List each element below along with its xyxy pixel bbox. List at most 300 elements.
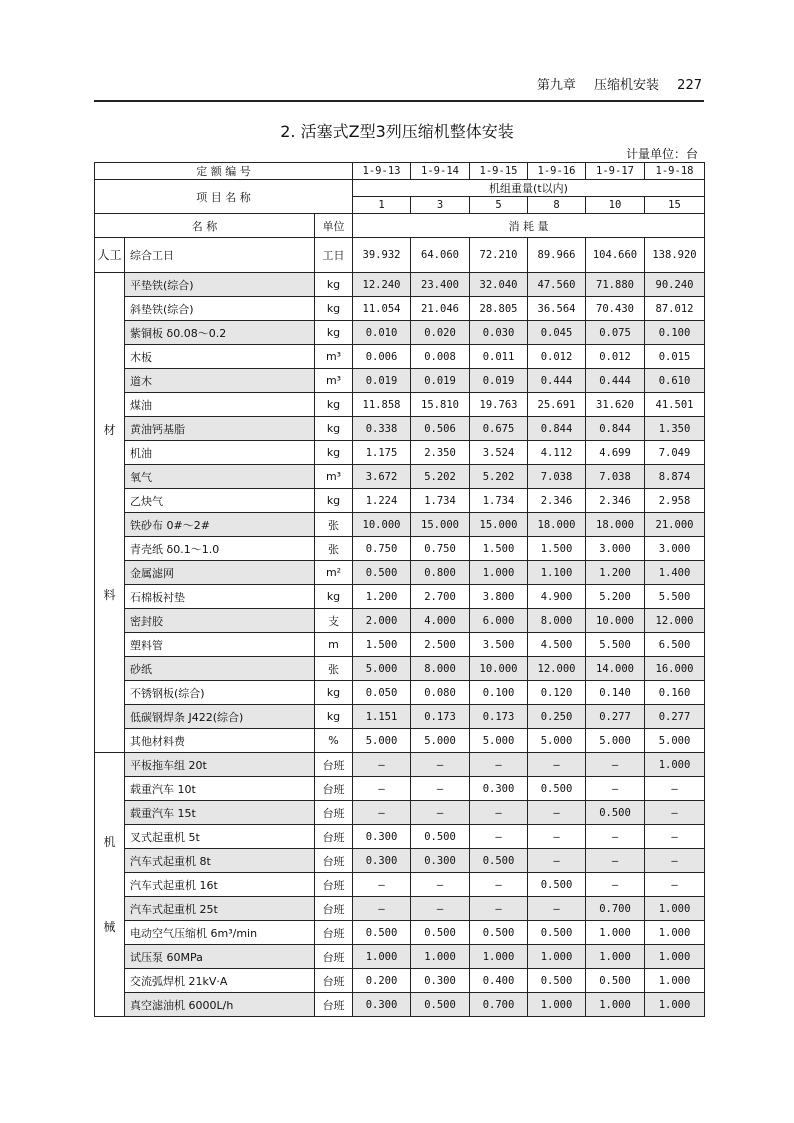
material-value: 12.240 bbox=[353, 273, 411, 297]
machinery-value: 0.500 bbox=[353, 921, 411, 945]
quota-code: 1-9-14 bbox=[411, 163, 470, 180]
machinery-name: 汽车式起重机 16t bbox=[125, 873, 315, 897]
material-row bbox=[95, 369, 705, 393]
weight-value: 3 bbox=[411, 197, 470, 214]
material-value: 6.000 bbox=[470, 609, 528, 633]
material-value: 32.040 bbox=[470, 273, 528, 297]
material-value: 3.000 bbox=[586, 537, 645, 561]
material-value: 1.100 bbox=[528, 561, 586, 585]
material-unit: kg bbox=[315, 393, 353, 417]
material-value: 5.500 bbox=[645, 585, 705, 609]
material-value: 0.844 bbox=[586, 417, 645, 441]
labor-item-unit: 工日 bbox=[315, 238, 353, 273]
material-row bbox=[95, 705, 705, 729]
material-name: 煤油 bbox=[125, 393, 315, 417]
chapter-label: 第九章 bbox=[536, 78, 576, 93]
page-title: 2. 活塞式Z型3列压缩机整体安装 bbox=[280, 122, 514, 141]
labor-value: 72.210 bbox=[470, 238, 528, 273]
material-value: 71.880 bbox=[586, 273, 645, 297]
quota-code-row bbox=[95, 163, 705, 180]
material-unit: kg bbox=[315, 297, 353, 321]
page-number: 227 bbox=[677, 78, 702, 93]
material-value: 21.046 bbox=[411, 297, 470, 321]
machinery-row bbox=[95, 969, 705, 993]
machinery-value: — bbox=[411, 777, 470, 801]
machinery-value: 0.500 bbox=[411, 825, 470, 849]
labor-value: 138.920 bbox=[645, 238, 705, 273]
material-value: 28.805 bbox=[470, 297, 528, 321]
material-value: 18.000 bbox=[586, 513, 645, 537]
material-value: 3.000 bbox=[645, 537, 705, 561]
machinery-unit: 台班 bbox=[315, 849, 353, 873]
material-value: 1.500 bbox=[470, 537, 528, 561]
material-unit: m³ bbox=[315, 465, 353, 489]
machinery-value: 0.300 bbox=[353, 849, 411, 873]
machinery-value: 0.300 bbox=[411, 849, 470, 873]
machinery-value: 1.000 bbox=[586, 945, 645, 969]
material-unit: m bbox=[315, 633, 353, 657]
material-name: 密封胶 bbox=[125, 609, 315, 633]
machinery-value: 0.400 bbox=[470, 969, 528, 993]
material-unit: kg bbox=[315, 489, 353, 513]
machinery-row bbox=[95, 945, 705, 969]
quota-code: 1-9-15 bbox=[470, 163, 528, 180]
machinery-row bbox=[95, 777, 705, 801]
machinery-value: — bbox=[645, 777, 705, 801]
material-unit: 张 bbox=[315, 657, 353, 681]
material-value: 0.173 bbox=[470, 705, 528, 729]
material-row bbox=[95, 585, 705, 609]
material-name: 斜垫铁(综合) bbox=[125, 297, 315, 321]
machinery-name: 汽车式起重机 25t bbox=[125, 897, 315, 921]
machinery-value: 0.500 bbox=[586, 969, 645, 993]
material-name: 金属滤网 bbox=[125, 561, 315, 585]
material-name: 砂纸 bbox=[125, 657, 315, 681]
material-value: 36.564 bbox=[528, 297, 586, 321]
material-row bbox=[95, 273, 705, 297]
material-row bbox=[95, 321, 705, 345]
material-value: 18.000 bbox=[528, 513, 586, 537]
material-value: 0.120 bbox=[528, 681, 586, 705]
labor-value: 89.966 bbox=[528, 238, 586, 273]
material-value: 10.000 bbox=[470, 657, 528, 681]
material-value: 0.100 bbox=[470, 681, 528, 705]
material-row bbox=[95, 345, 705, 369]
material-value: 0.506 bbox=[411, 417, 470, 441]
machinery-row bbox=[95, 753, 705, 777]
material-category-label-top: 材 bbox=[103, 423, 116, 438]
material-unit: m³ bbox=[315, 369, 353, 393]
material-unit: kg bbox=[315, 441, 353, 465]
material-value: 1.400 bbox=[645, 561, 705, 585]
machinery-value: — bbox=[353, 897, 411, 921]
quota-code: 1-9-16 bbox=[528, 163, 586, 180]
material-value: 8.874 bbox=[645, 465, 705, 489]
weight-header-row bbox=[95, 180, 705, 197]
machinery-value: — bbox=[353, 801, 411, 825]
machinery-name: 电动空气压缩机 6m³/min bbox=[125, 921, 315, 945]
machinery-value: — bbox=[586, 753, 645, 777]
machinery-value: — bbox=[645, 825, 705, 849]
material-value: 0.277 bbox=[586, 705, 645, 729]
material-value: 11.858 bbox=[353, 393, 411, 417]
machinery-unit: 台班 bbox=[315, 993, 353, 1017]
machinery-unit: 台班 bbox=[315, 945, 353, 969]
material-value: 0.010 bbox=[353, 321, 411, 345]
material-value: 4.112 bbox=[528, 441, 586, 465]
material-value: 10.000 bbox=[353, 513, 411, 537]
material-value: 0.160 bbox=[645, 681, 705, 705]
machinery-value: — bbox=[528, 825, 586, 849]
machinery-value: — bbox=[470, 825, 528, 849]
machinery-value: 0.500 bbox=[528, 777, 586, 801]
material-value: 1.350 bbox=[645, 417, 705, 441]
machinery-value: 1.000 bbox=[645, 921, 705, 945]
machinery-unit: 台班 bbox=[315, 969, 353, 993]
material-row bbox=[95, 657, 705, 681]
material-value: 0.444 bbox=[586, 369, 645, 393]
machinery-value: — bbox=[528, 753, 586, 777]
material-value: 0.277 bbox=[645, 705, 705, 729]
material-value: 0.675 bbox=[470, 417, 528, 441]
material-name: 低碳钢焊条 J422(综合) bbox=[125, 705, 315, 729]
material-value: 87.012 bbox=[645, 297, 705, 321]
material-value: 2.346 bbox=[586, 489, 645, 513]
consumption-column-header: 消 耗 量 bbox=[353, 214, 705, 238]
machinery-value: — bbox=[586, 825, 645, 849]
machinery-value: — bbox=[353, 777, 411, 801]
machinery-value: 0.300 bbox=[353, 993, 411, 1017]
machinery-value: 1.000 bbox=[528, 945, 586, 969]
column-header-row bbox=[95, 214, 705, 238]
material-name: 青壳纸 δ0.1～1.0 bbox=[125, 537, 315, 561]
material-value: 2.346 bbox=[528, 489, 586, 513]
machinery-category-label-bottom: 械 bbox=[103, 919, 116, 934]
material-value: 0.015 bbox=[645, 345, 705, 369]
material-value: 1.734 bbox=[470, 489, 528, 513]
material-value: 5.000 bbox=[411, 729, 470, 753]
material-name: 塑料管 bbox=[125, 633, 315, 657]
material-value: 5.000 bbox=[645, 729, 705, 753]
material-value: 4.000 bbox=[411, 609, 470, 633]
machinery-value: — bbox=[470, 753, 528, 777]
material-category-label-bottom: 料 bbox=[103, 587, 116, 602]
machinery-value: — bbox=[353, 873, 411, 897]
material-value: 2.700 bbox=[411, 585, 470, 609]
machinery-value: — bbox=[586, 777, 645, 801]
material-value: 2.000 bbox=[353, 609, 411, 633]
material-unit: % bbox=[315, 729, 353, 753]
machinery-row bbox=[95, 825, 705, 849]
material-row bbox=[95, 729, 705, 753]
material-unit: kg bbox=[315, 705, 353, 729]
material-name: 乙炔气 bbox=[125, 489, 315, 513]
machinery-value: — bbox=[528, 897, 586, 921]
machinery-unit: 台班 bbox=[315, 801, 353, 825]
material-row bbox=[95, 441, 705, 465]
material-value: 3.524 bbox=[470, 441, 528, 465]
material-value: 0.012 bbox=[586, 345, 645, 369]
weight-value: 8 bbox=[528, 197, 586, 214]
machinery-value: 0.500 bbox=[528, 921, 586, 945]
machinery-unit: 台班 bbox=[315, 777, 353, 801]
material-value: 0.011 bbox=[470, 345, 528, 369]
machinery-value: — bbox=[645, 849, 705, 873]
machinery-value: 1.000 bbox=[645, 969, 705, 993]
material-value: 5.000 bbox=[528, 729, 586, 753]
machinery-value: 1.000 bbox=[645, 945, 705, 969]
machinery-value: 0.300 bbox=[411, 969, 470, 993]
quota-code: 1-9-18 bbox=[645, 163, 705, 180]
quota-code: 1-9-13 bbox=[353, 163, 411, 180]
machinery-row bbox=[95, 921, 705, 945]
material-value: 1.500 bbox=[353, 633, 411, 657]
machinery-row bbox=[95, 849, 705, 873]
material-value: 0.020 bbox=[411, 321, 470, 345]
machinery-row bbox=[95, 873, 705, 897]
quota-code-label: 定 额 编 号 bbox=[95, 163, 353, 180]
material-unit: m² bbox=[315, 561, 353, 585]
machinery-unit: 台班 bbox=[315, 921, 353, 945]
material-value: 5.202 bbox=[470, 465, 528, 489]
material-row bbox=[95, 489, 705, 513]
machinery-unit: 台班 bbox=[315, 897, 353, 921]
material-name: 平垫铁(综合) bbox=[125, 273, 315, 297]
material-value: 8.000 bbox=[411, 657, 470, 681]
material-row bbox=[95, 393, 705, 417]
machinery-value: — bbox=[470, 801, 528, 825]
machinery-name: 交流弧焊机 21kV·A bbox=[125, 969, 315, 993]
machinery-row bbox=[95, 897, 705, 921]
material-value: 11.054 bbox=[353, 297, 411, 321]
unit-column-header: 单位 bbox=[315, 214, 353, 238]
material-value: 0.500 bbox=[353, 561, 411, 585]
machinery-value: 0.500 bbox=[528, 873, 586, 897]
machinery-value: 0.300 bbox=[353, 825, 411, 849]
machinery-unit: 台班 bbox=[315, 753, 353, 777]
material-value: 19.763 bbox=[470, 393, 528, 417]
material-value: 10.000 bbox=[586, 609, 645, 633]
machinery-value: — bbox=[586, 849, 645, 873]
material-unit: kg bbox=[315, 273, 353, 297]
material-name: 石棉板衬垫 bbox=[125, 585, 315, 609]
material-value: 15.810 bbox=[411, 393, 470, 417]
material-value: 47.560 bbox=[528, 273, 586, 297]
machinery-value: — bbox=[411, 873, 470, 897]
machinery-value: — bbox=[411, 801, 470, 825]
item-name-label: 项 目 名 称 bbox=[95, 180, 353, 214]
material-value: 3.672 bbox=[353, 465, 411, 489]
machinery-value: — bbox=[528, 849, 586, 873]
material-value: 0.019 bbox=[411, 369, 470, 393]
material-value: 0.844 bbox=[528, 417, 586, 441]
material-value: 25.691 bbox=[528, 393, 586, 417]
machinery-value: — bbox=[411, 753, 470, 777]
machinery-value: — bbox=[645, 873, 705, 897]
material-unit: m³ bbox=[315, 345, 353, 369]
material-value: 0.019 bbox=[353, 369, 411, 393]
material-value: 0.444 bbox=[528, 369, 586, 393]
name-column-header: 名 称 bbox=[95, 214, 315, 238]
material-row bbox=[95, 561, 705, 585]
material-value: 0.050 bbox=[353, 681, 411, 705]
material-value: 7.038 bbox=[586, 465, 645, 489]
machinery-name: 叉式起重机 5t bbox=[125, 825, 315, 849]
material-value: 2.500 bbox=[411, 633, 470, 657]
machinery-unit: 台班 bbox=[315, 825, 353, 849]
material-value: 21.000 bbox=[645, 513, 705, 537]
material-value: 90.240 bbox=[645, 273, 705, 297]
machinery-value: 1.000 bbox=[470, 945, 528, 969]
material-value: 0.080 bbox=[411, 681, 470, 705]
material-value: 0.045 bbox=[528, 321, 586, 345]
material-value: 0.173 bbox=[411, 705, 470, 729]
machinery-value: 0.700 bbox=[470, 993, 528, 1017]
material-row bbox=[95, 297, 705, 321]
labor-value: 64.060 bbox=[411, 238, 470, 273]
material-value: 0.610 bbox=[645, 369, 705, 393]
machinery-name: 载重汽车 10t bbox=[125, 777, 315, 801]
material-value: 23.400 bbox=[411, 273, 470, 297]
machinery-value: 1.000 bbox=[586, 993, 645, 1017]
material-value: 14.000 bbox=[586, 657, 645, 681]
labor-value: 39.932 bbox=[353, 238, 411, 273]
machinery-value: 0.500 bbox=[470, 849, 528, 873]
quota-table bbox=[94, 162, 705, 1017]
material-value: 1.500 bbox=[528, 537, 586, 561]
material-unit: kg bbox=[315, 417, 353, 441]
machinery-value: 0.300 bbox=[470, 777, 528, 801]
material-value: 5.000 bbox=[353, 657, 411, 681]
material-value: 3.800 bbox=[470, 585, 528, 609]
machinery-value: 0.500 bbox=[411, 921, 470, 945]
material-value: 70.430 bbox=[586, 297, 645, 321]
measurement-unit-note: 计量单位：台 bbox=[625, 147, 698, 161]
machinery-value: 1.000 bbox=[353, 945, 411, 969]
machinery-value: — bbox=[645, 801, 705, 825]
unit-weight-label: 机组重量(t以内) bbox=[353, 180, 705, 197]
material-unit: 支 bbox=[315, 609, 353, 633]
material-row bbox=[95, 465, 705, 489]
material-row bbox=[95, 417, 705, 441]
material-value: 7.049 bbox=[645, 441, 705, 465]
quota-code: 1-9-17 bbox=[586, 163, 645, 180]
material-row bbox=[95, 609, 705, 633]
weight-value: 15 bbox=[645, 197, 705, 214]
material-value: 41.501 bbox=[645, 393, 705, 417]
material-value: 0.250 bbox=[528, 705, 586, 729]
machinery-name: 汽车式起重机 8t bbox=[125, 849, 315, 873]
material-row bbox=[95, 681, 705, 705]
material-value: 1.200 bbox=[586, 561, 645, 585]
machinery-category-label-top: 机 bbox=[103, 835, 116, 850]
material-value: 15.000 bbox=[411, 513, 470, 537]
material-value: 0.140 bbox=[586, 681, 645, 705]
machinery-value: 1.000 bbox=[411, 945, 470, 969]
material-value: 0.750 bbox=[353, 537, 411, 561]
material-value: 0.019 bbox=[470, 369, 528, 393]
material-value: 0.100 bbox=[645, 321, 705, 345]
section-label: 压缩机安装 bbox=[594, 78, 660, 93]
machinery-row bbox=[95, 993, 705, 1017]
material-value: 16.000 bbox=[645, 657, 705, 681]
material-unit: kg bbox=[315, 321, 353, 345]
machinery-value: — bbox=[528, 801, 586, 825]
material-value: 0.750 bbox=[411, 537, 470, 561]
material-row bbox=[95, 633, 705, 657]
machinery-value: — bbox=[411, 897, 470, 921]
material-value: 1.200 bbox=[353, 585, 411, 609]
material-value: 0.800 bbox=[411, 561, 470, 585]
material-value: 31.620 bbox=[586, 393, 645, 417]
material-value: 0.006 bbox=[353, 345, 411, 369]
material-name: 铁砂布 0#～2# bbox=[125, 513, 315, 537]
weight-value: 1 bbox=[353, 197, 411, 214]
material-value: 1.734 bbox=[411, 489, 470, 513]
material-value: 12.000 bbox=[528, 657, 586, 681]
material-row bbox=[95, 537, 705, 561]
material-value: 5.000 bbox=[353, 729, 411, 753]
labor-value: 104.660 bbox=[586, 238, 645, 273]
machinery-value: 0.500 bbox=[586, 801, 645, 825]
machinery-value: 1.000 bbox=[528, 993, 586, 1017]
material-value: 0.075 bbox=[586, 321, 645, 345]
material-name: 机油 bbox=[125, 441, 315, 465]
machinery-value: — bbox=[353, 753, 411, 777]
material-value: 2.958 bbox=[645, 489, 705, 513]
header-rule bbox=[94, 100, 704, 102]
material-value: 15.000 bbox=[470, 513, 528, 537]
material-value: 4.699 bbox=[586, 441, 645, 465]
material-value: 8.000 bbox=[528, 609, 586, 633]
material-value: 0.030 bbox=[470, 321, 528, 345]
material-unit: kg bbox=[315, 585, 353, 609]
machinery-category-cell bbox=[95, 753, 125, 1017]
material-value: 5.200 bbox=[586, 585, 645, 609]
material-name: 黄油钙基脂 bbox=[125, 417, 315, 441]
machinery-value: 0.500 bbox=[470, 921, 528, 945]
machinery-value: 1.000 bbox=[645, 897, 705, 921]
weight-value: 10 bbox=[586, 197, 645, 214]
machinery-unit: 台班 bbox=[315, 873, 353, 897]
machinery-value: 1.000 bbox=[586, 921, 645, 945]
material-value: 0.012 bbox=[528, 345, 586, 369]
material-value: 4.500 bbox=[528, 633, 586, 657]
material-value: 7.038 bbox=[528, 465, 586, 489]
machinery-value: — bbox=[586, 873, 645, 897]
material-value: 0.338 bbox=[353, 417, 411, 441]
material-unit: 张 bbox=[315, 513, 353, 537]
material-row bbox=[95, 513, 705, 537]
material-category-cell bbox=[95, 273, 125, 753]
labor-item-name: 综合工日 bbox=[125, 238, 315, 273]
labor-category-label: 人工 bbox=[95, 238, 125, 273]
machinery-value: — bbox=[470, 897, 528, 921]
running-header bbox=[523, 74, 702, 93]
machinery-value: 0.200 bbox=[353, 969, 411, 993]
weight-value: 5 bbox=[470, 197, 528, 214]
material-value: 1.000 bbox=[470, 561, 528, 585]
material-value: 5.202 bbox=[411, 465, 470, 489]
material-name: 氧气 bbox=[125, 465, 315, 489]
material-name: 其他材料费 bbox=[125, 729, 315, 753]
material-value: 12.000 bbox=[645, 609, 705, 633]
machinery-name: 试压泵 60MPa bbox=[125, 945, 315, 969]
machinery-value: 0.500 bbox=[411, 993, 470, 1017]
material-unit: kg bbox=[315, 681, 353, 705]
material-value: 1.175 bbox=[353, 441, 411, 465]
material-value: 0.008 bbox=[411, 345, 470, 369]
